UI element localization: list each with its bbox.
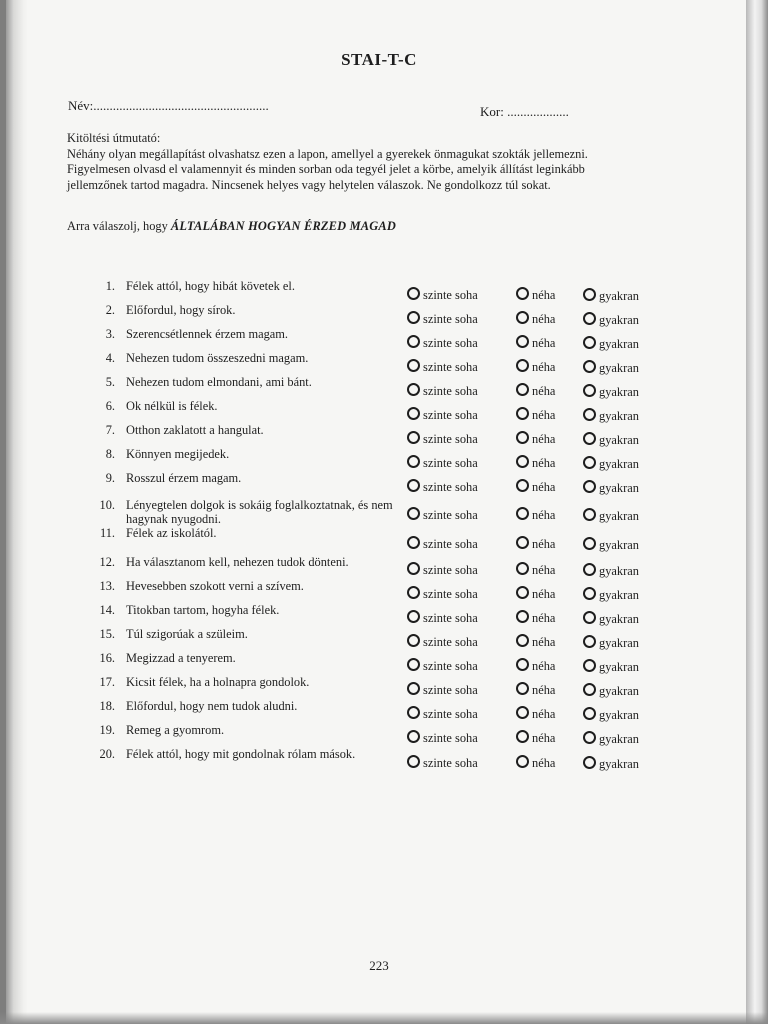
option-neha[interactable]: [516, 335, 555, 351]
radio-circle-icon[interactable]: [516, 755, 529, 768]
radio-circle-icon[interactable]: [516, 562, 529, 575]
option-gyakran[interactable]: [583, 756, 639, 772]
option-szinte-soha[interactable]: [407, 610, 478, 626]
option-gyakran[interactable]: [583, 432, 639, 448]
radio-circle-icon[interactable]: [583, 288, 596, 301]
item-statement: Ha választanom kell, nehezen tudok dönteni.: [126, 555, 349, 569]
option-szinte-soha[interactable]: [407, 507, 478, 523]
option-label: szinte soha: [423, 611, 478, 625]
option-label: néha: [532, 659, 556, 673]
radio-circle-icon[interactable]: [516, 335, 529, 348]
radio-circle-icon[interactable]: [516, 706, 529, 719]
option-label: néha: [532, 312, 556, 326]
option-label: néha: [532, 587, 556, 601]
radio-circle-icon[interactable]: [583, 432, 596, 445]
option-label: néha: [532, 384, 556, 398]
option-label: gyakran: [599, 757, 639, 771]
option-label: gyakran: [599, 313, 639, 327]
option-neha[interactable]: [516, 407, 555, 423]
option-neha[interactable]: [516, 455, 555, 471]
option-neha[interactable]: [516, 287, 555, 303]
item-statement: Túl szigorúak a szüleim.: [126, 627, 248, 641]
item-statement: Előfordul, hogy sírok.: [126, 303, 236, 317]
option-label: néha: [532, 707, 556, 721]
item-number: 3.: [105, 327, 115, 341]
option-label: néha: [532, 611, 556, 625]
instructions-line-1: Néhány olyan megállapítást olvashatsz ezen a lapon, amellyel a gyerekek önmagukat szokták jellemezni.: [67, 146, 588, 161]
option-label: gyakran: [599, 636, 639, 650]
radio-circle-icon[interactable]: [583, 408, 596, 421]
radio-circle-icon[interactable]: [407, 536, 420, 549]
option-label: gyakran: [599, 564, 639, 578]
option-label: gyakran: [599, 612, 639, 626]
radio-circle-icon[interactable]: [407, 479, 420, 492]
item-statement: Lényegtelen dolgok is sokáig foglalkoztatnak, és nem hagynak nyugodni.: [126, 498, 393, 526]
option-label: gyakran: [599, 538, 639, 552]
option-szinte-soha[interactable]: [407, 730, 478, 746]
radio-circle-icon[interactable]: [516, 507, 529, 520]
option-label: szinte soha: [423, 408, 478, 422]
option-label: gyakran: [599, 289, 639, 303]
option-gyakran[interactable]: [583, 360, 639, 376]
option-gyakran[interactable]: [583, 537, 639, 553]
option-neha[interactable]: [516, 610, 555, 626]
option-label: szinte soha: [423, 756, 478, 770]
option-szinte-soha[interactable]: [407, 383, 478, 399]
radio-circle-icon[interactable]: [583, 480, 596, 493]
option-label: gyakran: [599, 481, 639, 495]
item-number: 13.: [99, 579, 115, 593]
item-number: 4.: [105, 351, 115, 365]
instructions-line-2: Figyelmesen olvasd el valamennyit és minden sorban oda tegyél jelet a körbe, amelyik állítást leginkább: [67, 162, 585, 176]
item-number: 8.: [105, 447, 115, 461]
item-number: 12.: [99, 555, 115, 569]
radio-circle-icon[interactable]: [516, 287, 529, 300]
answer-prompt-emphasis: ÁLTALÁBAN HOGYAN ÉRZED MAGAD: [170, 219, 397, 233]
item-number: 20.: [99, 747, 115, 761]
option-label: néha: [532, 563, 556, 577]
option-label: néha: [532, 336, 556, 350]
option-szinte-soha[interactable]: [407, 755, 478, 771]
option-gyakran[interactable]: [583, 563, 639, 579]
radio-circle-icon[interactable]: [407, 610, 420, 623]
option-label: gyakran: [599, 684, 639, 698]
questionnaire-items: [6, 0, 752, 1024]
radio-circle-icon[interactable]: [407, 586, 420, 599]
option-neha[interactable]: [516, 634, 555, 650]
document-page: [6, 0, 746, 1024]
radio-circle-icon[interactable]: [583, 336, 596, 349]
item-statement: Szerencsétlennek érzem magam.: [126, 327, 289, 341]
option-neha[interactable]: [516, 562, 555, 578]
instructions-line-3: jellemzőnek tartod magadra. Nincsenek helyes vagy helytelen válaszok. Ne gondolkozz túl sokat.: [67, 177, 551, 192]
page-number: 223: [369, 958, 389, 973]
radio-circle-icon[interactable]: [516, 311, 529, 324]
radio-circle-icon[interactable]: [583, 707, 596, 720]
option-szinte-soha[interactable]: [407, 431, 478, 447]
radio-circle-icon[interactable]: [516, 586, 529, 599]
option-szinte-soha[interactable]: [407, 536, 478, 552]
radio-circle-icon[interactable]: [516, 658, 529, 671]
option-gyakran[interactable]: [583, 635, 639, 651]
option-label: szinte soha: [423, 587, 478, 601]
option-szinte-soha[interactable]: [407, 311, 478, 327]
item-number: 6.: [105, 399, 115, 413]
radio-circle-icon[interactable]: [583, 508, 596, 521]
option-label: néha: [532, 432, 556, 446]
radio-circle-icon[interactable]: [407, 562, 420, 575]
option-neha[interactable]: [516, 359, 555, 375]
radio-circle-icon[interactable]: [516, 455, 529, 468]
item-statement: Ok nélkül is félek.: [126, 399, 218, 413]
option-neha[interactable]: [516, 507, 555, 523]
item-number: 7.: [105, 423, 115, 437]
item-statement: Félek attól, hogy mit gondolnak rólam mások.: [126, 747, 356, 761]
option-szinte-soha[interactable]: [407, 562, 478, 578]
age-field: Kor: ...................: [480, 104, 569, 119]
radio-circle-icon[interactable]: [583, 756, 596, 769]
item-number: 18.: [99, 699, 115, 713]
option-label: néha: [532, 408, 556, 422]
item-number: 14.: [99, 603, 115, 617]
option-label: szinte soha: [423, 480, 478, 494]
option-neha[interactable]: [516, 311, 555, 327]
radio-circle-icon[interactable]: [516, 431, 529, 444]
radio-circle-icon[interactable]: [407, 359, 420, 372]
option-gyakran[interactable]: [583, 707, 639, 723]
option-gyakran[interactable]: [583, 480, 639, 496]
option-label: szinte soha: [423, 384, 478, 398]
item-number: 15.: [99, 627, 115, 641]
item-statement: Nehezen tudom összeszedni magam.: [126, 351, 309, 365]
option-label: gyakran: [599, 708, 639, 722]
option-label: néha: [532, 456, 556, 470]
option-label: gyakran: [599, 385, 639, 399]
option-label: gyakran: [599, 433, 639, 447]
option-label: szinte soha: [423, 707, 478, 721]
item-number: 2.: [105, 303, 115, 317]
option-neha[interactable]: [516, 383, 555, 399]
option-gyakran[interactable]: [583, 336, 639, 352]
option-label: szinte soha: [423, 432, 478, 446]
radio-circle-icon[interactable]: [516, 359, 529, 372]
radio-circle-icon[interactable]: [583, 731, 596, 744]
answer-prompt-prefix: Arra válaszolj, hogy: [67, 219, 171, 233]
option-szinte-soha[interactable]: [407, 455, 478, 471]
radio-circle-icon[interactable]: [583, 360, 596, 373]
page-edge: [746, 0, 768, 1024]
instructions-heading: Kitöltési útmutató:: [67, 131, 161, 145]
option-gyakran[interactable]: [583, 659, 639, 675]
option-gyakran[interactable]: [583, 508, 639, 524]
item-number: 5.: [105, 375, 115, 389]
item-number: 9.: [105, 471, 115, 485]
option-label: szinte soha: [423, 683, 478, 697]
radio-circle-icon[interactable]: [516, 610, 529, 623]
item-statement: Otthon zaklatott a hangulat.: [126, 423, 264, 437]
item-number: 11.: [99, 526, 115, 540]
option-label: szinte soha: [423, 635, 478, 649]
option-gyakran[interactable]: [583, 731, 639, 747]
item-statement: Remeg a gyomrom.: [126, 723, 225, 737]
option-label: gyakran: [599, 732, 639, 746]
option-neha[interactable]: [516, 658, 555, 674]
option-label: szinte soha: [423, 336, 478, 350]
radio-circle-icon[interactable]: [407, 455, 420, 468]
option-label: szinte soha: [423, 731, 478, 745]
option-label: néha: [532, 683, 556, 697]
radio-circle-icon[interactable]: [407, 431, 420, 444]
option-neha[interactable]: [516, 706, 555, 722]
radio-circle-icon[interactable]: [407, 335, 420, 348]
option-szinte-soha[interactable]: [407, 682, 478, 698]
option-szinte-soha[interactable]: [407, 586, 478, 602]
item-statement: Előfordul, hogy nem tudok aludni.: [126, 699, 298, 713]
item-number: 16.: [99, 651, 115, 665]
option-gyakran[interactable]: [583, 288, 639, 304]
radio-circle-icon[interactable]: [583, 384, 596, 397]
radio-circle-icon[interactable]: [516, 383, 529, 396]
item-number: 10.: [99, 498, 115, 512]
radio-circle-icon[interactable]: [407, 658, 420, 671]
item-statement: Titokban tartom, hogyha félek.: [126, 603, 280, 617]
option-neha[interactable]: [516, 536, 555, 552]
radio-circle-icon[interactable]: [407, 407, 420, 420]
item-statement: Kicsit félek, ha a holnapra gondolok.: [126, 675, 310, 689]
radio-circle-icon[interactable]: [583, 635, 596, 648]
radio-circle-icon[interactable]: [516, 407, 529, 420]
option-gyakran[interactable]: [583, 456, 639, 472]
option-neha[interactable]: [516, 730, 555, 746]
option-label: szinte soha: [423, 456, 478, 470]
option-neha[interactable]: [516, 586, 555, 602]
radio-circle-icon[interactable]: [407, 383, 420, 396]
option-neha[interactable]: [516, 479, 555, 495]
item-statement: Megizzad a tenyerem.: [126, 651, 236, 665]
radio-circle-icon[interactable]: [516, 634, 529, 647]
option-label: néha: [532, 480, 556, 494]
item-statement: Hevesebben szokott verni a szívem.: [126, 579, 304, 593]
option-neha[interactable]: [516, 431, 555, 447]
option-gyakran[interactable]: [583, 587, 639, 603]
radio-circle-icon[interactable]: [407, 706, 420, 719]
radio-circle-icon[interactable]: [583, 537, 596, 550]
option-label: szinte soha: [423, 312, 478, 326]
option-label: néha: [532, 360, 556, 374]
item-statement: Félek az iskolától.: [126, 526, 217, 540]
option-label: szinte soha: [423, 360, 478, 374]
scan-shadow: [0, 1012, 768, 1024]
option-gyakran[interactable]: [583, 312, 639, 328]
option-label: gyakran: [599, 361, 639, 375]
radio-circle-icon[interactable]: [516, 730, 529, 743]
radio-circle-icon[interactable]: [583, 587, 596, 600]
name-field: Név:......................................................: [68, 98, 269, 113]
option-label: gyakran: [599, 409, 639, 423]
radio-circle-icon[interactable]: [583, 456, 596, 469]
radio-circle-icon[interactable]: [516, 479, 529, 492]
option-label: néha: [532, 756, 556, 770]
option-neha[interactable]: [516, 755, 555, 771]
option-label: szinte soha: [423, 508, 478, 522]
radio-circle-icon[interactable]: [583, 611, 596, 624]
option-label: szinte soha: [423, 659, 478, 673]
radio-circle-icon[interactable]: [407, 634, 420, 647]
option-szinte-soha[interactable]: [407, 479, 478, 495]
item-statement: Nehezen tudom elmondani, ami bánt.: [126, 375, 312, 389]
radio-circle-icon[interactable]: [407, 730, 420, 743]
option-label: szinte soha: [423, 537, 478, 551]
option-label: szinte soha: [423, 563, 478, 577]
item-statement: Könnyen megijedek.: [126, 447, 230, 461]
option-szinte-soha[interactable]: [407, 359, 478, 375]
item-number: 1.: [105, 279, 115, 293]
radio-circle-icon[interactable]: [583, 563, 596, 576]
option-label: gyakran: [599, 660, 639, 674]
radio-circle-icon[interactable]: [407, 682, 420, 695]
radio-circle-icon[interactable]: [516, 536, 529, 549]
item-number: 19.: [99, 723, 115, 737]
option-label: gyakran: [599, 337, 639, 351]
radio-circle-icon[interactable]: [407, 507, 420, 520]
radio-circle-icon[interactable]: [583, 659, 596, 672]
option-label: gyakran: [599, 588, 639, 602]
item-statement: Félek attól, hogy hibát követek el.: [126, 279, 295, 293]
radio-circle-icon[interactable]: [583, 683, 596, 696]
radio-circle-icon[interactable]: [516, 682, 529, 695]
option-gyakran[interactable]: [583, 384, 639, 400]
option-gyakran[interactable]: [583, 611, 639, 627]
option-label: néha: [532, 537, 556, 551]
option-gyakran[interactable]: [583, 683, 639, 699]
option-label: gyakran: [599, 509, 639, 523]
option-label: szinte soha: [423, 288, 478, 302]
radio-circle-icon[interactable]: [407, 287, 420, 300]
radio-circle-icon[interactable]: [407, 755, 420, 768]
option-szinte-soha[interactable]: [407, 407, 478, 423]
option-szinte-soha[interactable]: [407, 634, 478, 650]
item-number: 17.: [99, 675, 115, 689]
option-szinte-soha[interactable]: [407, 658, 478, 674]
radio-circle-icon[interactable]: [407, 311, 420, 324]
option-label: néha: [532, 731, 556, 745]
option-label: néha: [532, 288, 556, 302]
option-szinte-soha[interactable]: [407, 335, 478, 351]
page-title: STAI-T-C: [341, 50, 417, 69]
radio-circle-icon[interactable]: [583, 312, 596, 325]
option-szinte-soha[interactable]: [407, 706, 478, 722]
option-label: néha: [532, 635, 556, 649]
item-statement: Rosszul érzem magam.: [126, 471, 242, 485]
option-szinte-soha[interactable]: [407, 287, 478, 303]
option-neha[interactable]: [516, 682, 555, 698]
option-label: néha: [532, 508, 556, 522]
option-gyakran[interactable]: [583, 408, 639, 424]
option-label: gyakran: [599, 457, 639, 471]
